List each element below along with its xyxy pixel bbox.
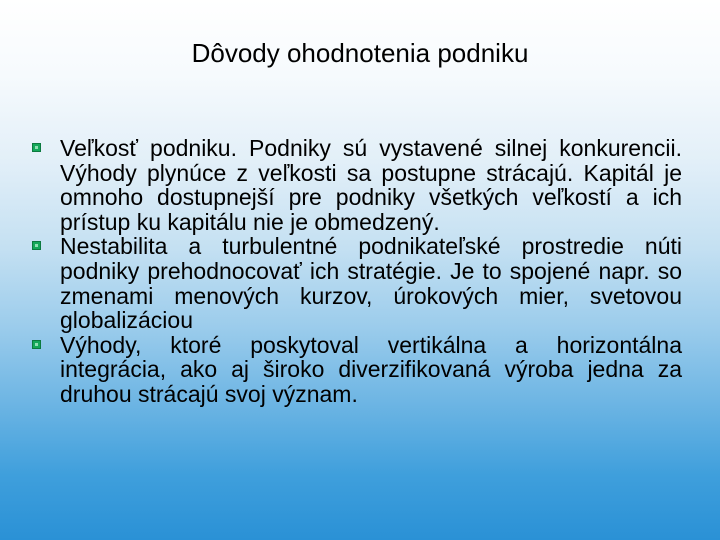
bullet-text: Nestabilita a turbulentné podnikateľské prostredie núti podniky prehodnocovať ich stratégie. Je to spojené napr. so zmenami menových kurzov, úrokových mier, svetovou globalizáciou bbox=[60, 233, 682, 334]
bullet-text: Veľkosť podniku. Podniky sú vystavené silnej konkurencii. Výhody plynúce z veľkosti sa postupne strácajú. Kapitál je omnoho dostupnejší pre podniky všetkých veľkostí a ich prístup ku kapitálu nie je obmedzený. bbox=[60, 135, 682, 235]
slide-title: Dôvody ohodnotenia podniku bbox=[191, 38, 529, 68]
square-bullet-icon bbox=[32, 143, 41, 152]
square-bullet-icon bbox=[32, 241, 41, 250]
bullet-text: Výhody, ktoré poskytoval vertikálna a horizontálna integrácia, ako aj široko diverzifikovaná výroba jedna za druhou strácajú svoj význam. bbox=[60, 331, 682, 407]
bullet-list bbox=[30, 136, 682, 407]
bullet-item-size bbox=[30, 136, 682, 234]
bullet-item-integration bbox=[30, 333, 682, 407]
square-bullet-icon bbox=[32, 340, 41, 349]
bullet-item-instability bbox=[30, 234, 682, 332]
